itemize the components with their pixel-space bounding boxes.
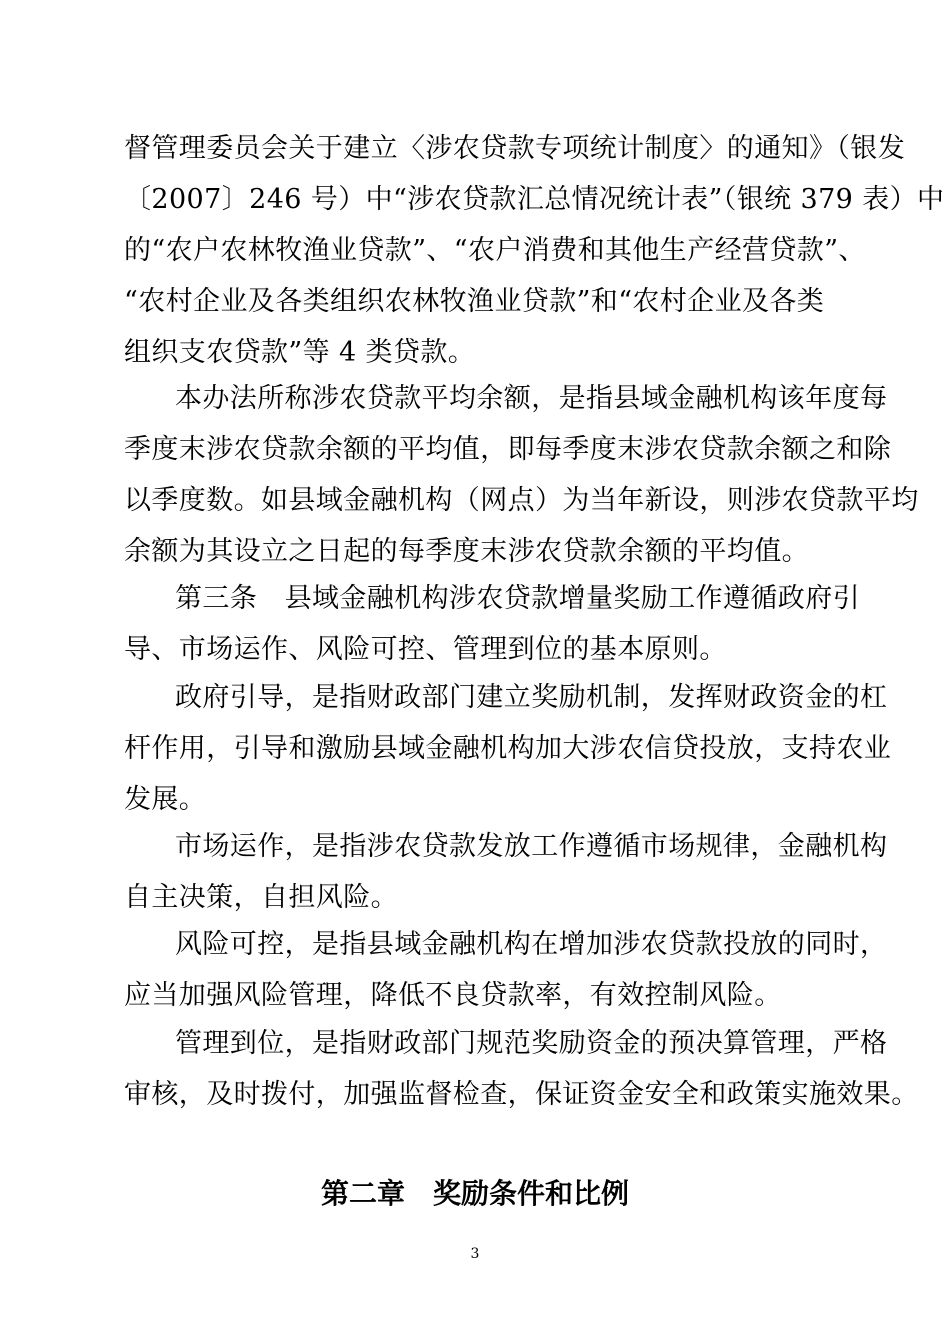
text-line: 督管理委员会关于建立〈涉农贷款专项统计制度〉的通知》（银发: [124, 133, 906, 164]
paragraph-first-line: 风险可控，是指县域金融机构在增加涉农贷款投放的同时，: [175, 929, 888, 960]
text-line: 发展。: [124, 784, 207, 815]
text-line: 导、市场运作、风险可控、管理到位的基本原则。: [124, 634, 727, 665]
text-line: 自主决策，自担风险。: [124, 882, 398, 913]
paragraph-first-line: 本办法所称涉农贷款平均余额，是指县域金融机构该年度每: [175, 383, 888, 414]
text-line: 以季度数。如县域金融机构（网点）为当年新设，则涉农贷款平均: [124, 485, 919, 516]
text-line: 的“农户农林牧渔业贷款”、“农户消费和其他生产经营贷款”、: [124, 235, 866, 266]
paragraph-first-line: 政府引导，是指财政部门建立奖励机制，发挥财政资金的杠: [175, 682, 888, 713]
paragraph-first-line: 管理到位，是指财政部门规范奖励资金的预决算管理，严格: [175, 1028, 888, 1059]
text-line: 应当加强风险管理，降低不良贷款率，有效控制风险。: [124, 980, 782, 1011]
text-line: 杆作用，引导和激励县域金融机构加大涉农信贷投放，支持农业: [124, 733, 892, 764]
page-number: 3: [470, 1246, 480, 1262]
text-line: “农村企业及各类组织农林牧渔业贷款”和“农村企业及各类: [124, 286, 825, 317]
text-line: 余额为其设立之日起的每季度末涉农贷款余额的平均值。: [124, 536, 809, 567]
article-first-line: 第三条 县域金融机构涉农贷款增量奖励工作遵循政府引: [175, 583, 860, 614]
text-line: 〔2007〕246 号）中“涉农贷款汇总情况统计表”（银统 379 表）中: [124, 184, 945, 215]
text-line: 组织支农贷款”等 4 类贷款。: [124, 337, 476, 368]
text-line: 季度末涉农贷款余额的平均值，即每季度末涉农贷款余额之和除: [124, 434, 892, 465]
text-line: 审核，及时拨付，加强监督检查，保证资金安全和政策实施效果。: [124, 1079, 919, 1110]
chapter-heading: 第二章 奖励条件和比例: [320, 1177, 629, 1210]
paragraph-first-line: 市场运作，是指涉农贷款发放工作遵循市场规律，金融机构: [175, 831, 888, 862]
